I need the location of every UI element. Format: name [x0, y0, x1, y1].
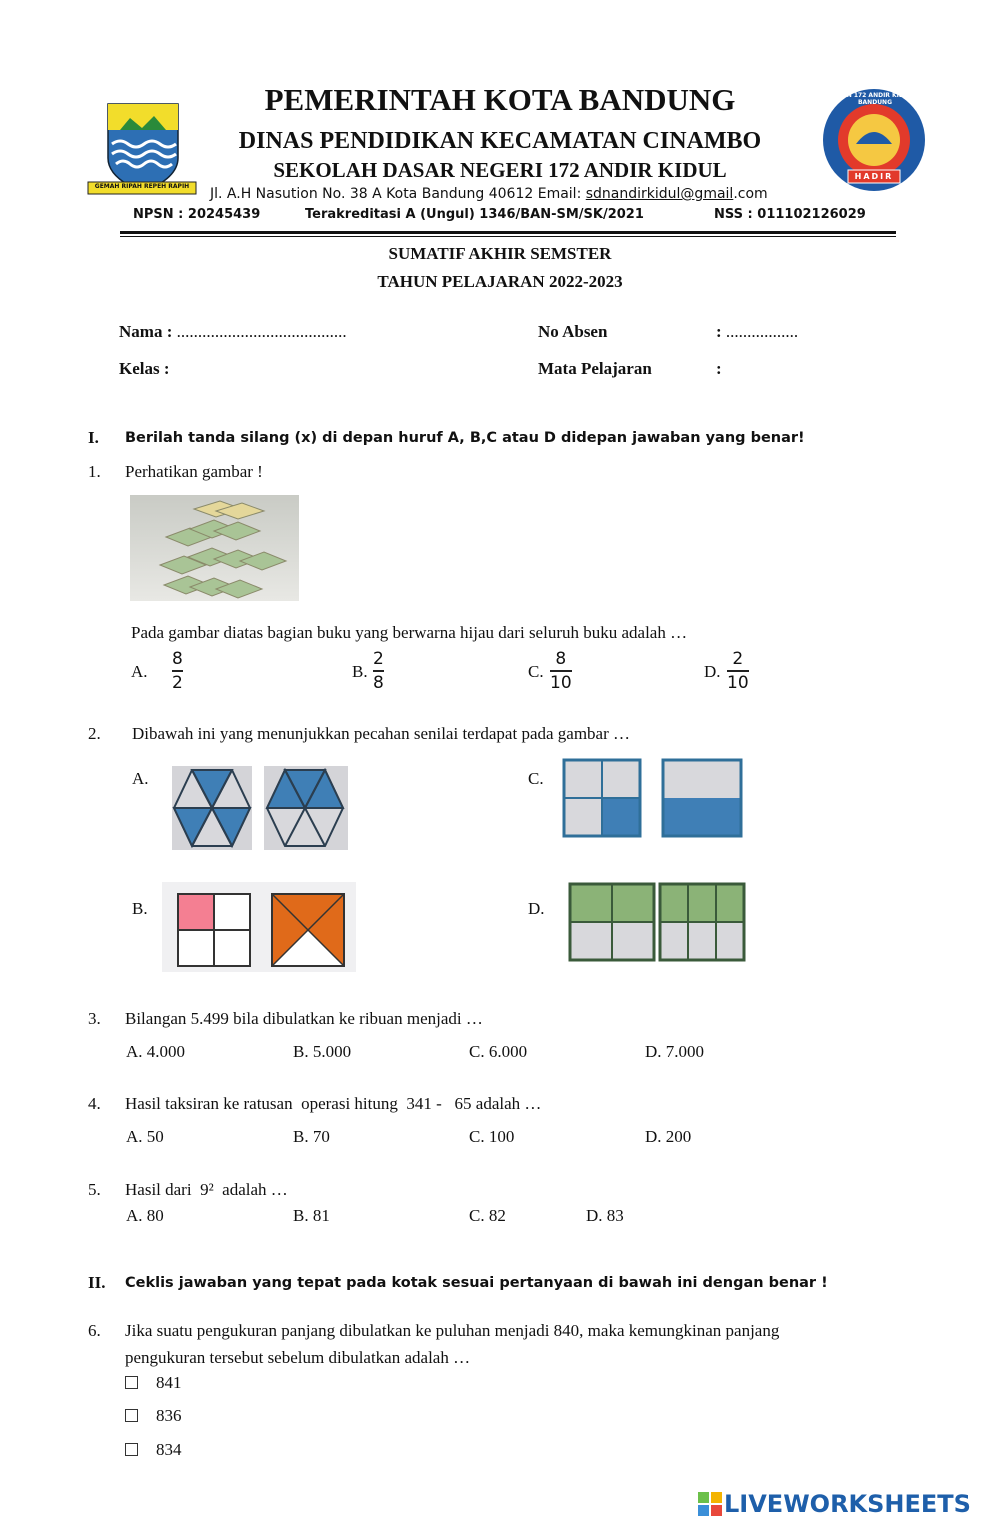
q4-opt-d[interactable]: D. 200 — [645, 1127, 692, 1146]
address-suffix: .com — [733, 186, 768, 202]
q6-option-3-text: 834 — [156, 1440, 182, 1459]
header-divider — [120, 231, 896, 234]
q1-opt-a-num: 8 — [172, 649, 183, 669]
header-line2: DINAS PENDIDIKAN KECAMATAN CINAMBO — [238, 128, 762, 154]
q6-option-2-text: 836 — [156, 1406, 182, 1425]
q6-num: 6. — [88, 1321, 101, 1340]
absen-colon: : — [716, 322, 722, 341]
right-logo-ring-text: SDN 172 ANDIR KIDUL BANDUNG — [837, 92, 913, 106]
checkbox[interactable] — [125, 1409, 138, 1422]
q1-question: Pada gambar diatas bagian buku yang berwarna hijau dari seluruh buku adalah … — [131, 623, 688, 642]
section2-num: II. — [88, 1273, 106, 1292]
q6-option-2[interactable] — [125, 1406, 182, 1426]
liveworksheets-watermark: LIVEWORKSHEETS — [724, 1490, 971, 1518]
q1-opt-c-label[interactable]: C. — [528, 662, 544, 681]
q1-opt-b-den: 8 — [373, 672, 384, 693]
q3-text: Bilangan 5.499 bila dibulatkan ke ribuan menjadi … — [125, 1009, 483, 1028]
q3-opt-d[interactable]: D. 7.000 — [645, 1042, 705, 1061]
q1-opt-c-den: 10 — [550, 672, 572, 693]
q2-opt-a-figure — [172, 766, 352, 850]
q1-opt-d-num: 2 — [732, 649, 744, 669]
q5-opt-c[interactable]: C. 82 — [469, 1206, 506, 1225]
right-logo-banner: HADIR — [854, 172, 894, 181]
q1-opt-a-den: 2 — [172, 672, 183, 693]
q3-opt-b[interactable]: B. 5.000 — [293, 1042, 352, 1061]
header-line1: PEMERINTAH KOTA BANDUNG — [264, 82, 736, 117]
section1-instruction: Berilah tanda silang (x) di depan huruf A, B,C atau D didepan jawaban yang benar! — [125, 430, 805, 446]
absen-row — [716, 322, 798, 342]
q5-opt-b[interactable]: B. 81 — [293, 1206, 330, 1225]
q6-option-3[interactable] — [125, 1440, 182, 1460]
title-line1: SUMATIF AKHIR SEMSTER — [388, 244, 612, 263]
absen-input[interactable]: ................. — [725, 322, 799, 341]
q5-num: 5. — [88, 1180, 101, 1199]
books-image — [130, 495, 299, 601]
q1-opt-b-label[interactable]: B. — [352, 662, 368, 681]
nama-label: Nama : — [119, 322, 173, 341]
q3-num: 3. — [88, 1009, 101, 1028]
kelas-label: Kelas : — [119, 359, 170, 378]
q3-opt-c[interactable]: C. 6.000 — [469, 1042, 528, 1061]
header-address — [210, 186, 830, 202]
checkbox[interactable] — [125, 1443, 138, 1456]
q1-opt-c-num: 8 — [555, 649, 567, 669]
header-divider-thin — [120, 236, 896, 237]
nama-row — [119, 322, 347, 342]
q4-opt-b[interactable]: B. 70 — [293, 1127, 330, 1146]
q2-opt-c-figure — [562, 758, 744, 838]
q2-opt-a-label[interactable]: A. — [132, 769, 149, 788]
q2-text: Dibawah ini yang menunjukkan pecahan senilai terdapat pada gambar … — [132, 724, 631, 743]
q2-opt-d-figure — [568, 882, 746, 962]
address-prefix: Jl. A.H Nasution No. 38 A Kota Bandung 40612 Email: — [210, 186, 586, 202]
section1-num: I. — [88, 428, 99, 447]
absen-label: No Absen — [538, 322, 608, 341]
q2-opt-c-label[interactable]: C. — [528, 769, 544, 788]
checkbox[interactable] — [125, 1376, 138, 1389]
q5-opt-d[interactable]: D. 83 — [586, 1206, 624, 1225]
q4-opt-c[interactable]: C. 100 — [469, 1127, 515, 1146]
q3-opt-a[interactable]: A. 4.000 — [126, 1042, 186, 1061]
q1-opt-d-label[interactable]: D. — [704, 662, 721, 681]
q6-option-1[interactable] — [125, 1373, 182, 1393]
left-logo-motto: GEMAH RIPAH REPEH RAPIH — [94, 183, 190, 190]
mapel-colon: : — [716, 359, 722, 378]
q6-line1: Jika suatu pengukuran panjang dibulatkan ke puluhan menjadi 840, maka kemungkinan panjang — [125, 1321, 780, 1340]
q1-opt-b-fraction — [373, 649, 384, 693]
q1-opt-b-num: 2 — [373, 649, 384, 669]
title-line2: TAHUN PELAJARAN 2022-2023 — [377, 272, 623, 291]
q6-line2: pengukuran tersebut sebelum dibulatkan adalah … — [125, 1348, 471, 1367]
q6-option-1-text: 841 — [156, 1373, 182, 1392]
header-line3: SEKOLAH DASAR NEGERI 172 ANDIR KIDUL — [273, 158, 727, 182]
header-nss: NSS : 011102126029 — [714, 207, 866, 222]
q4-num: 4. — [88, 1094, 101, 1113]
q4-text: Hasil taksiran ke ratusan operasi hitung 341 - 65 adalah … — [125, 1094, 542, 1113]
q1-text: Perhatikan gambar ! — [125, 462, 263, 481]
q5-text: Hasil dari 9² adalah … — [125, 1180, 288, 1199]
mapel-label: Mata Pelajaran — [538, 359, 652, 378]
section2-instruction: Ceklis jawaban yang tepat pada kotak sesuai pertanyaan di bawah ini dengan benar ! — [125, 1275, 828, 1291]
liveworksheets-logo-icon — [698, 1492, 722, 1516]
q1-opt-a-label[interactable]: A. — [131, 662, 148, 681]
q2-num: 2. — [88, 724, 101, 743]
q1-opt-d-den: 10 — [727, 672, 749, 693]
q1-opt-c-fraction — [550, 649, 572, 693]
header-akreditasi: Terakreditasi A (Ungul) 1346/BAN-SM/SK/2021 — [305, 207, 644, 222]
q1-num: 1. — [88, 462, 101, 481]
q2-opt-d-label[interactable]: D. — [528, 899, 545, 918]
q2-opt-b-label[interactable]: B. — [132, 899, 148, 918]
q2-opt-b-figure — [162, 882, 356, 972]
q1-opt-a-fraction — [172, 649, 183, 693]
email-link[interactable]: sdnandirkidul@gmail — [585, 186, 734, 202]
q1-opt-d-fraction — [727, 649, 749, 693]
q4-opt-a[interactable]: A. 50 — [126, 1127, 164, 1146]
q5-opt-a[interactable]: A. 80 — [126, 1206, 164, 1225]
header-npsn: NPSN : 20245439 — [133, 207, 261, 222]
nama-input[interactable]: ........................................ — [176, 322, 347, 341]
